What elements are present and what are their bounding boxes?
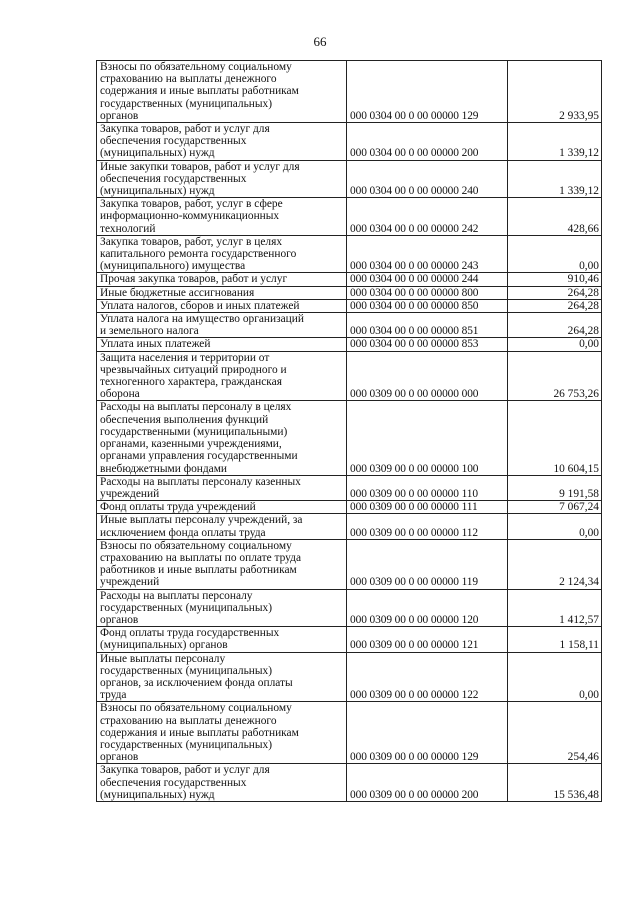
table-row bbox=[97, 273, 602, 286]
amount-cell: 264,28 bbox=[508, 299, 602, 312]
budget-code-cell: 000 0309 00 0 00 00000 120 bbox=[347, 589, 508, 627]
amount-cell: 2 933,95 bbox=[508, 61, 602, 123]
expense-name-cell: Закупка товаров, работ и услуг для обеспечения государственных (муниципальных) нужд bbox=[97, 764, 347, 802]
expense-name-cell: Уплата налогов, сборов и иных платежей bbox=[97, 299, 347, 312]
budget-code-cell: 000 0304 00 0 00 00000 242 bbox=[347, 198, 508, 236]
budget-code-cell: 000 0304 00 0 00 00000 129 bbox=[347, 61, 508, 123]
expense-name-cell: Иные бюджетные ассигнования bbox=[97, 286, 347, 299]
table-row bbox=[97, 299, 602, 312]
table-row bbox=[97, 338, 602, 351]
budget-code-cell: 000 0309 00 0 00 00000 122 bbox=[347, 652, 508, 702]
table-row bbox=[97, 286, 602, 299]
budget-code-cell: 000 0304 00 0 00 00000 240 bbox=[347, 160, 508, 198]
amount-cell: 9 191,58 bbox=[508, 475, 602, 500]
amount-cell: 264,28 bbox=[508, 313, 602, 338]
amount-cell: 254,46 bbox=[508, 702, 602, 764]
table-row bbox=[97, 160, 602, 198]
expense-name-cell: Фонд оплаты труда государственных (муниципальных) органов bbox=[97, 627, 347, 652]
amount-cell: 0,00 bbox=[508, 235, 602, 273]
amount-cell: 1 158,11 bbox=[508, 627, 602, 652]
table-row bbox=[97, 589, 602, 627]
amount-cell: 2 124,34 bbox=[508, 539, 602, 589]
amount-cell: 1 339,12 bbox=[508, 123, 602, 161]
expense-name-cell: Взносы по обязательному социальному страхованию на выплаты по оплате труда работников и иные выплаты работникам учреждений bbox=[97, 539, 347, 589]
expense-name-cell: Уплата налога на имущество организаций и земельного налога bbox=[97, 313, 347, 338]
table-row bbox=[97, 61, 602, 123]
budget-code-cell: 000 0309 00 0 00 00000 121 bbox=[347, 627, 508, 652]
table-row bbox=[97, 401, 602, 475]
budget-code-cell: 000 0309 00 0 00 00000 110 bbox=[347, 475, 508, 500]
expense-name-cell: Закупка товаров, работ, услуг в целях капитального ремонта государственного (муниципального) имущества bbox=[97, 235, 347, 273]
budget-code-cell: 000 0309 00 0 00 00000 111 bbox=[347, 501, 508, 514]
expense-name-cell: Иные выплаты персоналу государственных (муниципальных) органов, за исключением фонда оплаты труда bbox=[97, 652, 347, 702]
table-row bbox=[97, 652, 602, 702]
budget-code-cell: 000 0304 00 0 00 00000 243 bbox=[347, 235, 508, 273]
amount-cell: 428,66 bbox=[508, 198, 602, 236]
table-row bbox=[97, 313, 602, 338]
amount-cell: 26 753,26 bbox=[508, 351, 602, 401]
budget-code-cell: 000 0309 00 0 00 00000 100 bbox=[347, 401, 508, 475]
table-row bbox=[97, 539, 602, 589]
table-row bbox=[97, 351, 602, 401]
table-row bbox=[97, 702, 602, 764]
expense-name-cell: Иные закупки товаров, работ и услуг для обеспечения государственных (муниципальных) нужд bbox=[97, 160, 347, 198]
amount-cell: 264,28 bbox=[508, 286, 602, 299]
budget-code-cell: 000 0304 00 0 00 00000 853 bbox=[347, 338, 508, 351]
expense-name-cell: Расходы на выплаты персоналу казенных учреждений bbox=[97, 475, 347, 500]
amount-cell: 1 339,12 bbox=[508, 160, 602, 198]
amount-cell: 0,00 bbox=[508, 514, 602, 539]
amount-cell: 10 604,15 bbox=[508, 401, 602, 475]
expense-name-cell: Расходы на выплаты персоналу в целях обеспечения выполнения функций государственными (муниципальными) органами, казенными учреждениями, органами управления государственными внебюджетными фондами bbox=[97, 401, 347, 475]
table-row bbox=[97, 764, 602, 802]
budget-code-cell: 000 0309 00 0 00 00000 119 bbox=[347, 539, 508, 589]
budget-code-cell: 000 0309 00 0 00 00000 000 bbox=[347, 351, 508, 401]
amount-cell: 910,46 bbox=[508, 273, 602, 286]
table-row bbox=[97, 235, 602, 273]
budget-code-cell: 000 0304 00 0 00 00000 850 bbox=[347, 299, 508, 312]
budget-code-cell: 000 0304 00 0 00 00000 800 bbox=[347, 286, 508, 299]
table-row bbox=[97, 198, 602, 236]
expense-name-cell: Защита населения и территории от чрезвычайных ситуаций природного и техногенного характера, гражданская оборона bbox=[97, 351, 347, 401]
expense-name-cell: Взносы по обязательному социальному страхованию на выплаты денежного содержания и иные выплаты работникам государственных (муниципальных) органов bbox=[97, 61, 347, 123]
table-row bbox=[97, 123, 602, 161]
budget-code-cell: 000 0309 00 0 00 00000 129 bbox=[347, 702, 508, 764]
table-row bbox=[97, 514, 602, 539]
expense-name-cell: Взносы по обязательному социальному страхованию на выплаты денежного содержания и иные выплаты работникам государственных (муниципальных) органов bbox=[97, 702, 347, 764]
amount-cell: 7 067,24 bbox=[508, 501, 602, 514]
amount-cell: 0,00 bbox=[508, 338, 602, 351]
amount-cell: 15 536,48 bbox=[508, 764, 602, 802]
budget-code-cell: 000 0304 00 0 00 00000 200 bbox=[347, 123, 508, 161]
expense-name-cell: Прочая закупка товаров, работ и услуг bbox=[97, 273, 347, 286]
budget-code-cell: 000 0309 00 0 00 00000 200 bbox=[347, 764, 508, 802]
table-row bbox=[97, 627, 602, 652]
expense-name-cell: Уплата иных платежей bbox=[97, 338, 347, 351]
table-row bbox=[97, 475, 602, 500]
expense-name-cell: Закупка товаров, работ и услуг для обеспечения государственных (муниципальных) нужд bbox=[97, 123, 347, 161]
amount-cell: 1 412,57 bbox=[508, 589, 602, 627]
budget-table-body bbox=[97, 61, 602, 802]
page-number: 66 bbox=[313, 34, 327, 49]
budget-table bbox=[96, 60, 602, 802]
expense-name-cell: Расходы на выплаты персоналу государственных (муниципальных) органов bbox=[97, 589, 347, 627]
expense-name-cell: Фонд оплаты труда учреждений bbox=[97, 501, 347, 514]
budget-code-cell: 000 0304 00 0 00 00000 851 bbox=[347, 313, 508, 338]
amount-cell: 0,00 bbox=[508, 652, 602, 702]
budget-code-cell: 000 0309 00 0 00 00000 112 bbox=[347, 514, 508, 539]
budget-code-cell: 000 0304 00 0 00 00000 244 bbox=[347, 273, 508, 286]
table-row bbox=[97, 501, 602, 514]
expense-name-cell: Закупка товаров, работ, услуг в сфере информационно-коммуникационных технологий bbox=[97, 198, 347, 236]
expense-name-cell: Иные выплаты персоналу учреждений, за исключением фонда оплаты труда bbox=[97, 514, 347, 539]
